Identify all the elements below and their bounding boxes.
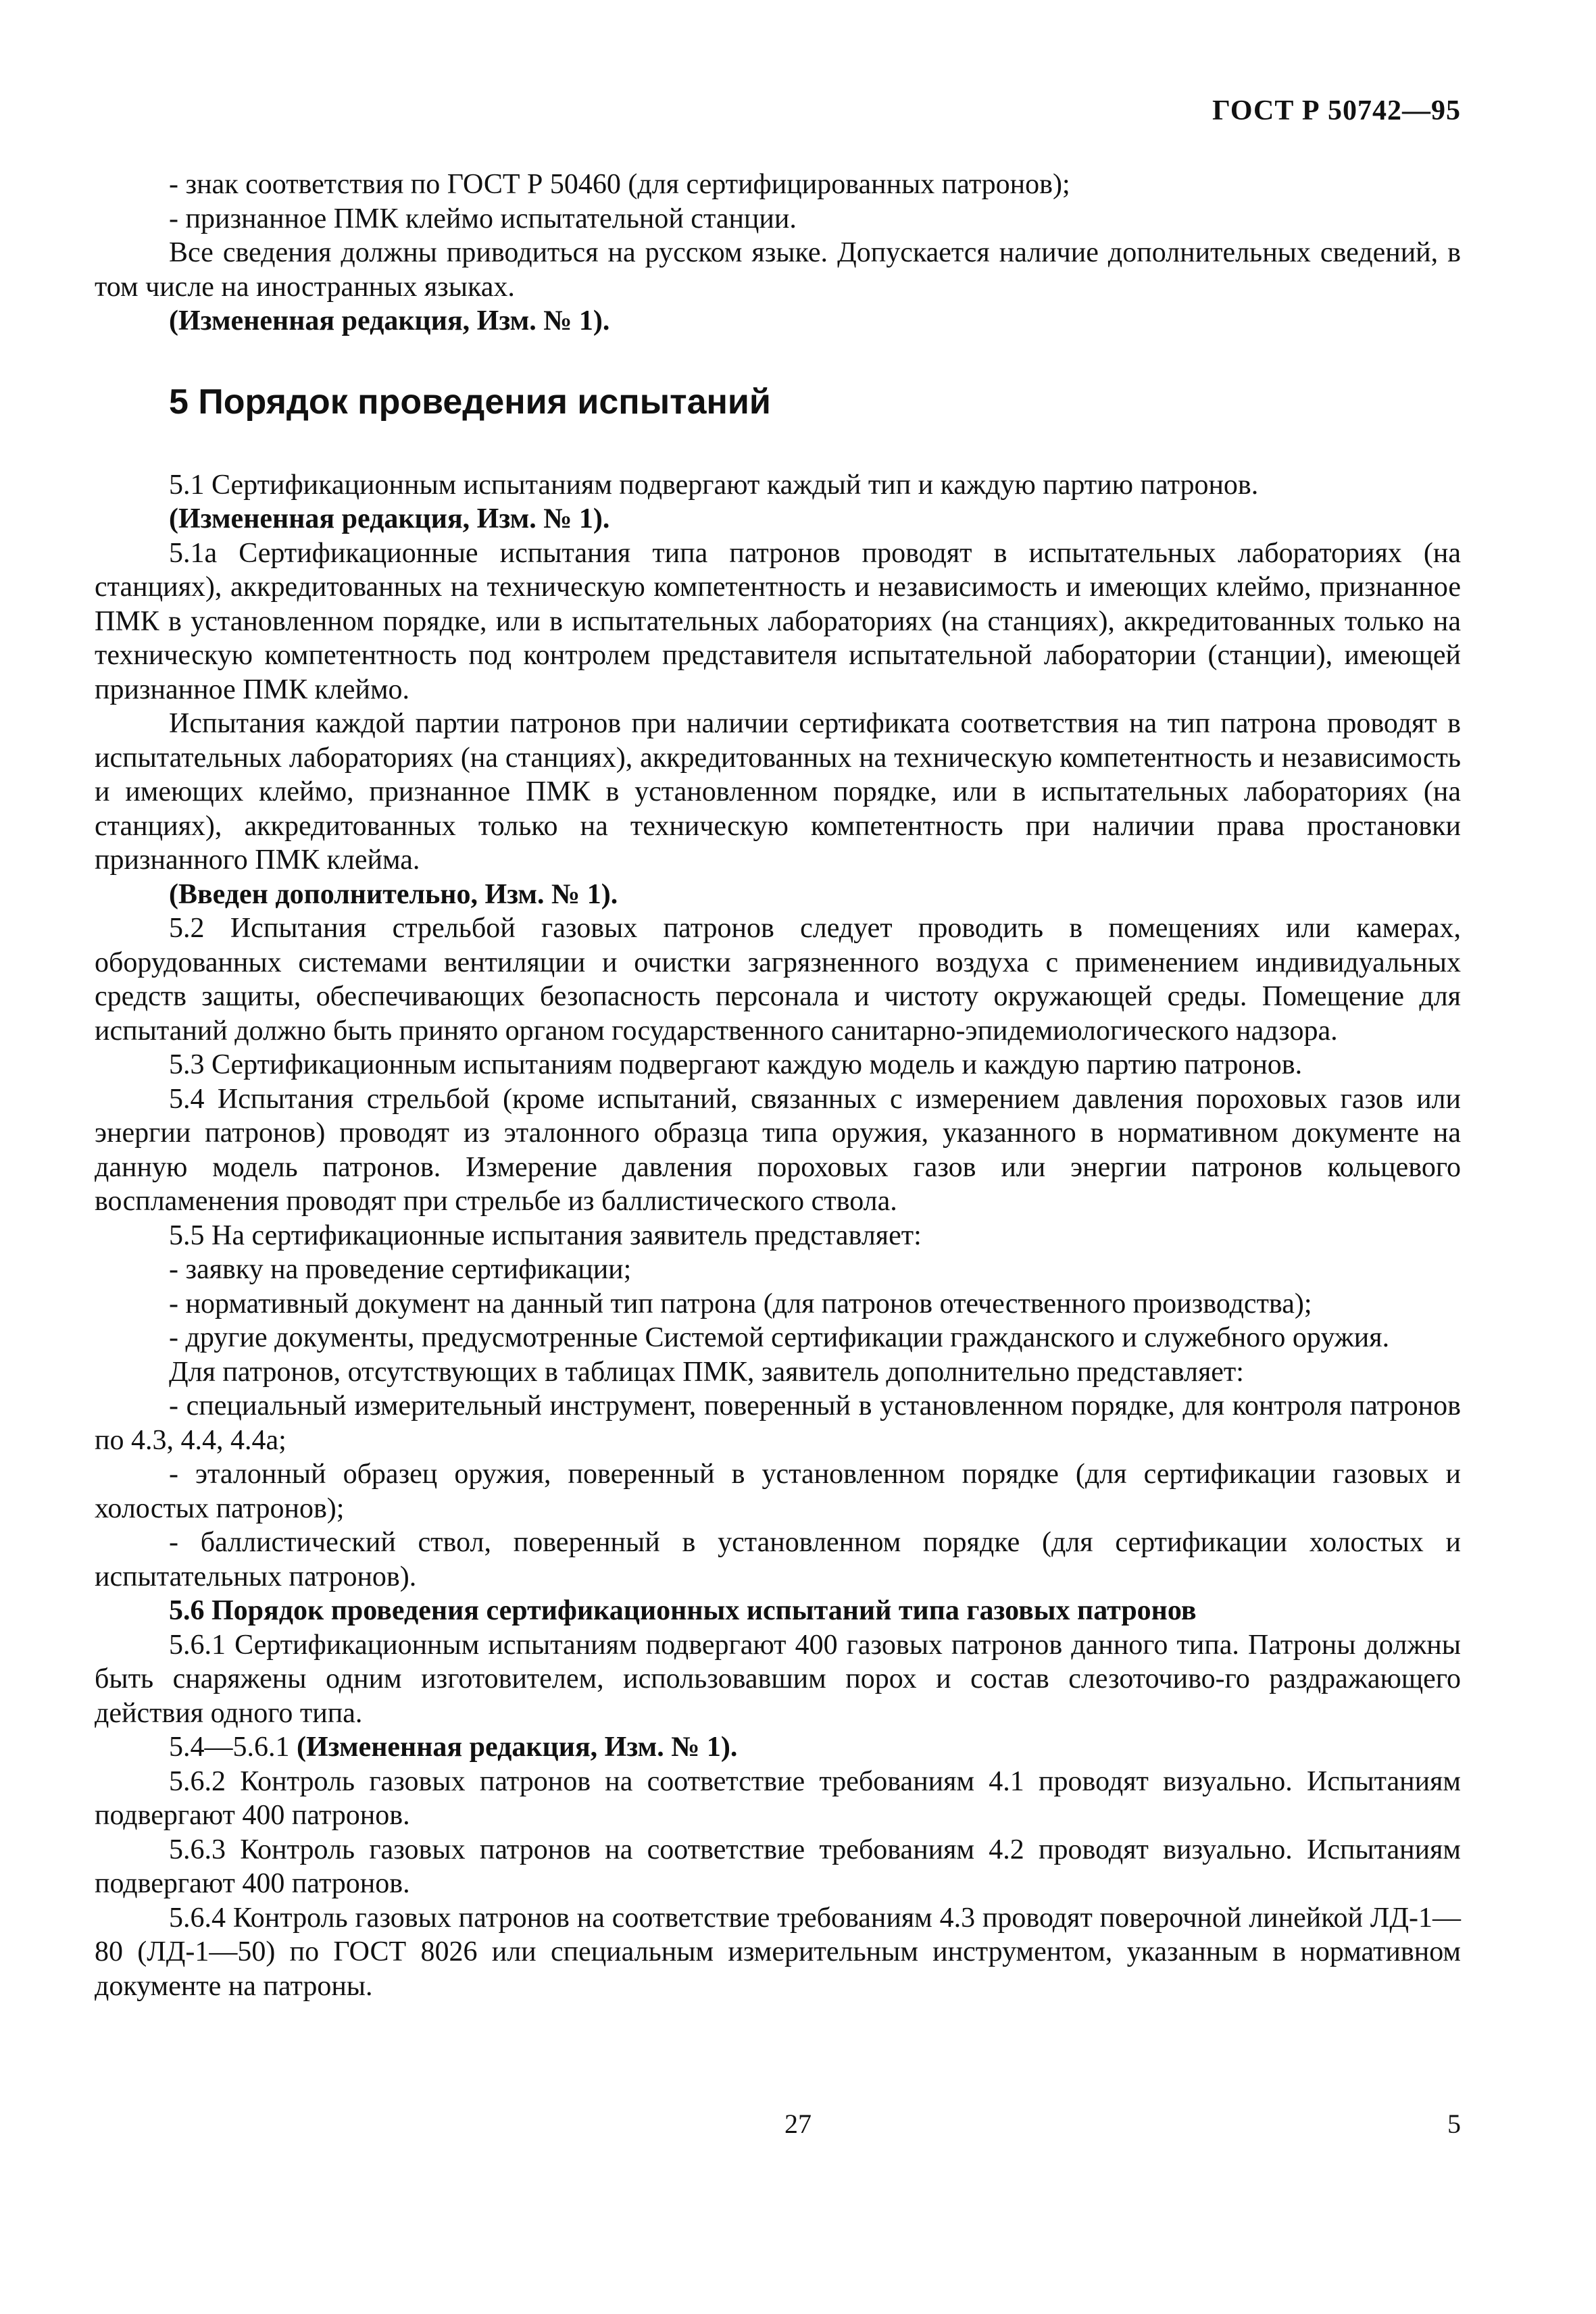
paragraph: 5.2 Испытания стрельбой газовых патронов следует проводить в помещениях или камерах, оборудованных системами вентиляции и очистки загрязненного воздуха с применением индивидуальных средств защиты, обеспечивающих безопасность персонала и чистоту окружающей среды. Помещение для испытаний должно быть принято органом государственного санитарно-эпидемиологического надзора. (95, 913, 1461, 1047)
amendment-note: (Измененная редакция, Изм. № 1). (297, 1732, 738, 1763)
paragraph: 5.1 Сертификационным испытаниям подвергают каждый тип и каждую партию патронов. (169, 469, 1259, 501)
amendment-note-mixed (95, 1730, 1461, 1765)
paragraph: 5.6.1 Сертификационным испытаниям подвергают 400 газовых патронов данного типа. Патроны должны быть снаряжены одним изготовителем, использовавшим порох и состав слезоточиво-го раздражающего действия одного типа. (95, 1629, 1461, 1729)
paragraph: - признанное ПМК клеймо испытательной станции. (169, 203, 797, 234)
page-number-center: 27 (784, 2109, 812, 2139)
list-item: - другие документы, предусмотренные Системой сертификации гражданского и служебного оружия. (169, 1322, 1390, 1353)
paragraph: 5.5 На сертификационные испытания заявитель представляет: (169, 1219, 922, 1251)
list-item: - баллистический ствол, поверенный в установленном порядке (для сертификации холостых и испытательных патронов). (95, 1527, 1461, 1592)
list-item: - эталонный образец оружия, поверенный в установленном порядке (для сертификации газовых и холостых патронов); (95, 1459, 1461, 1524)
clause-range: 5.4—5.6.1 (169, 1732, 297, 1763)
paragraph: Для патронов, отсутствующих в таблицах ПМК, заявитель дополнительно представляет: (169, 1356, 1244, 1388)
paragraph: 5.6.2 Контроль газовых патронов на соответствие требованиям 4.1 проводят визуально. Испытаниям подвергают 400 патронов. (95, 1765, 1461, 1831)
paragraph: 5.6.3 Контроль газовых патронов на соответствие требованиям 4.2 проводят визуально. Испытаниям подвергают 400 патронов. (95, 1834, 1461, 1899)
body-text (95, 168, 1461, 2003)
subsection-title: 5.6 Порядок проведения сертификационных испытаний типа газовых патронов (169, 1595, 1197, 1626)
document-id: ГОСТ Р 50742—95 (1212, 95, 1461, 126)
amendment-note: (Измененная редакция, Изм. № 1). (169, 305, 610, 336)
list-item: - нормативный документ на данный тип патрона (для патронов отечественного производства); (169, 1288, 1312, 1319)
amendment-note: (Измененная редакция, Изм. № 1). (169, 503, 610, 534)
paragraph: Испытания каждой партии патронов при наличии сертификата соответствия на тип патрона проводят в испытательных лабораториях (на станциях), аккредитованных на техническую компетентность и независимость и имеющих клеймо, признанное ПМК в установленном порядке, или в испытательных лабораториях (на станциях), аккредитованных только на техническую компетентность при наличии права простановки признанного ПМК клейма. (95, 708, 1461, 876)
list-item: - заявку на проведение сертификации; (169, 1254, 632, 1285)
paragraph: 5.3 Сертификационным испытаниям подвергают каждую модель и каждую партию патронов. (169, 1049, 1303, 1080)
paragraph: 5.1а Сертификационные испытания типа патронов проводят в испытательных лабораториях (на станциях), аккредитованных на техническую компетентность и независимость и имеющих клеймо, признанное ПМК в установленном порядке, или в испытательных лабораториях (на станциях), аккредитованных только на техническую компетентность под контролем представителя испытательной лаборатории (станции), имеющей признанное ПМК клеймо. (95, 537, 1461, 705)
section-title: 5 Порядок проведения испытаний (169, 382, 771, 422)
amendment-note: (Введен дополнительно, Изм. № 1). (169, 878, 618, 910)
paragraph: - знак соответствия по ГОСТ Р 50460 (для сертифицированных патронов); (169, 169, 1070, 200)
list-item: - специальный измерительный инструмент, поверенный в установленном порядке, для контроля патронов по 4.3, 4.4, 4.4а; (95, 1390, 1461, 1456)
page-number-right: 5 (1447, 2109, 1461, 2139)
paragraph: Все сведения должны приводиться на русском языке. Допускается наличие дополнительных сведений, в том числе на иностранных языках. (95, 237, 1461, 303)
paragraph: 5.4 Испытания стрельбой (кроме испытаний, связанных с измерением давления пороховых газов или энергии патронов) проводят из эталонного образца типа оружия, указанного в нормативном документе на данную модель патронов. Измерение давления пороховых газов или энергии патронов кольцевого воспламенения проводят при стрельбе из баллистического ствола. (95, 1083, 1461, 1217)
paragraph: 5.6.4 Контроль газовых патронов на соответствие требованиям 4.3 проводят поверочной линейкой ЛД-1—80 (ЛД-1—50) по ГОСТ 8026 или специальным измерительным инструментом, указанным в нормативном документе на патроны. (95, 1902, 1461, 2002)
